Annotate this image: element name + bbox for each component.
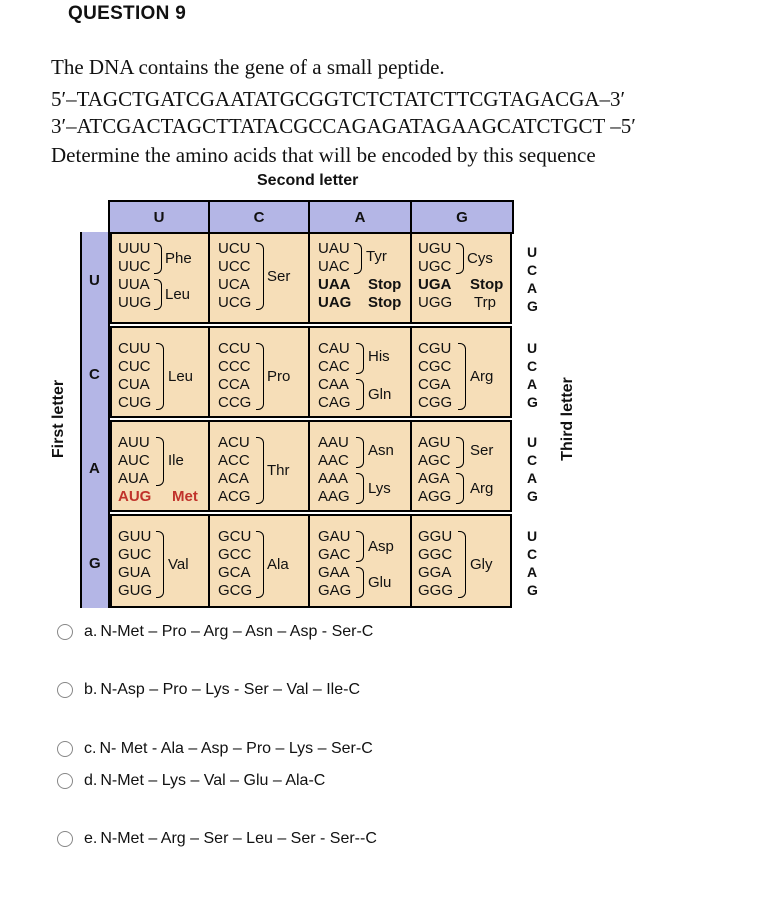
option-text: N- Met - Ala – Asp – Pro – Lys – Ser-C <box>99 740 373 757</box>
codon: AUC <box>118 452 150 469</box>
row-header-g: G <box>89 555 101 572</box>
third-letter: C <box>527 262 538 278</box>
option-b[interactable] <box>57 681 360 699</box>
brace <box>456 437 464 468</box>
codon: UGC <box>418 258 452 275</box>
second-letter-label: Second letter <box>257 172 359 189</box>
brace <box>256 243 264 310</box>
row-header-u: U <box>89 272 100 289</box>
dna-strand-5-3: 5′–TAGCTGATCGAATATGCGGTCTCTATCTTCGTAGACGA–3′ <box>51 87 626 111</box>
amino-acid: Glu <box>368 574 392 591</box>
codon: CAG <box>318 394 351 411</box>
amino-acid: Lys <box>368 480 391 497</box>
third-letter: A <box>527 564 538 580</box>
third-letter: A <box>527 280 538 296</box>
amino-acid: Ser <box>470 442 494 459</box>
option-a[interactable] <box>57 623 373 641</box>
third-letter: U <box>527 434 538 450</box>
cell-au <box>110 420 210 512</box>
cell-ug <box>410 232 512 324</box>
codon: UUG <box>118 294 152 311</box>
codon: UAG <box>318 294 352 311</box>
cell-gg <box>410 514 512 608</box>
cell-cc <box>208 326 310 418</box>
amino-acid: Thr <box>267 462 290 479</box>
brace <box>354 243 362 274</box>
row-header-a: A <box>89 460 100 477</box>
cell-ca <box>308 326 412 418</box>
brace <box>156 531 164 598</box>
brace <box>356 567 364 598</box>
brace <box>456 243 464 274</box>
codon: CUA <box>118 376 150 393</box>
codon: AUA <box>118 470 149 487</box>
amino-acid: Cys <box>467 250 493 267</box>
brace <box>458 531 466 598</box>
codon: ACG <box>218 488 251 505</box>
cell-ac <box>208 420 310 512</box>
codon: UUU <box>118 240 151 257</box>
amino-acid: Ala <box>267 556 289 573</box>
column-header-row <box>108 200 514 234</box>
option-letter: e. <box>84 830 98 847</box>
brace <box>256 531 264 598</box>
codon: CGA <box>418 376 451 393</box>
third-letter: U <box>527 340 538 356</box>
brace <box>256 437 264 504</box>
option-text: N-Asp – Pro – Lys - Ser – Val – Ile-C <box>100 681 360 698</box>
third-letter-label: Third letter <box>558 377 576 461</box>
start-amino-acid: Met <box>172 488 198 505</box>
third-letter: U <box>527 244 538 260</box>
cell-cu <box>110 326 210 418</box>
brace <box>156 343 164 410</box>
codon: UUC <box>118 258 151 275</box>
cell-cg <box>410 326 512 418</box>
brace <box>356 473 364 504</box>
amino-acid: Ser <box>267 268 291 285</box>
codon: UGU <box>418 240 452 257</box>
amino-acid: Ile <box>168 452 184 469</box>
cell-gu <box>110 514 210 608</box>
codon: CGU <box>418 340 452 357</box>
option-letter: d. <box>84 772 98 789</box>
codon: AAU <box>318 434 349 451</box>
brace <box>356 379 364 410</box>
amino-acid: Leu <box>168 368 194 385</box>
codon: CCA <box>218 376 250 393</box>
amino-acid: Pro <box>267 368 291 385</box>
codon: UCU <box>218 240 251 257</box>
codon: GAA <box>318 564 350 581</box>
third-letter: C <box>527 358 538 374</box>
codon: GUG <box>118 582 153 599</box>
codon: GAU <box>318 528 351 545</box>
stop-label: Stop <box>470 276 504 293</box>
third-letter: A <box>527 376 538 392</box>
question-prompt: Determine the amino acids that will be encoded by this sequence <box>51 143 596 167</box>
brace <box>156 437 164 486</box>
cell-uu <box>110 232 210 324</box>
option-letter: c. <box>84 740 97 757</box>
codon: UCA <box>218 276 250 293</box>
option-e[interactable] <box>57 830 377 848</box>
codon: UGG <box>418 294 453 311</box>
option-text: N-Met – Pro – Arg – Asn – Asp - Ser-C <box>100 623 374 640</box>
brace <box>154 279 162 310</box>
col-header-c: C <box>210 202 310 232</box>
codon: ACU <box>218 434 250 451</box>
third-letter: C <box>527 546 538 562</box>
cell-ag <box>410 420 512 512</box>
codon: CUU <box>118 340 151 357</box>
codon: CCC <box>218 358 251 375</box>
codon: CCG <box>218 394 252 411</box>
radio-button[interactable] <box>57 624 73 640</box>
codon: GCA <box>218 564 251 581</box>
amino-acid: Val <box>168 556 189 573</box>
codon: AGG <box>418 488 452 505</box>
codon: GAC <box>318 546 351 563</box>
cell-gc <box>208 514 310 608</box>
question-intro: The DNA contains the gene of a small peptide. <box>51 55 445 79</box>
codon: CAC <box>318 358 350 375</box>
third-letter: C <box>527 452 538 468</box>
brace <box>256 343 264 410</box>
codon: UCG <box>218 294 252 311</box>
option-text: N-Met – Arg – Ser – Leu – Ser - Ser--C <box>100 830 377 847</box>
brace <box>154 243 162 274</box>
cell-ua <box>308 232 412 324</box>
third-letter: U <box>527 528 538 544</box>
codon: ACC <box>218 452 250 469</box>
amino-acid: Gly <box>470 556 493 573</box>
codon: AAG <box>318 488 350 505</box>
codon: GUU <box>118 528 152 545</box>
option-text: N-Met – Lys – Val – Glu – Ala-C <box>100 772 326 789</box>
codon: CGC <box>418 358 452 375</box>
amino-acid: Arg <box>470 480 494 497</box>
codon: AGA <box>418 470 450 487</box>
first-letter-label: First letter <box>50 379 68 459</box>
codon: CGG <box>418 394 453 411</box>
codon: GGC <box>418 546 453 563</box>
option-c[interactable] <box>57 740 373 758</box>
codon: GAG <box>318 582 352 599</box>
brace <box>456 473 464 504</box>
codon: UAA <box>318 276 351 293</box>
amino-acid: Asn <box>368 442 394 459</box>
codon: UAU <box>318 240 350 257</box>
codon: AUU <box>118 434 150 451</box>
amino-acid: Trp <box>474 294 496 311</box>
codon: CUG <box>118 394 152 411</box>
radio-button[interactable] <box>57 831 73 847</box>
radio-button[interactable] <box>57 773 73 789</box>
start-codon: AUG <box>118 488 152 505</box>
brace <box>356 343 364 374</box>
cell-ga <box>308 514 412 608</box>
third-letter: G <box>527 582 538 598</box>
amino-acid: Phe <box>165 250 192 267</box>
codon: GGG <box>418 582 454 599</box>
codon: GCG <box>218 582 253 599</box>
codon: CAU <box>318 340 350 357</box>
brace <box>356 437 364 468</box>
codon: CAA <box>318 376 349 393</box>
codon: GGU <box>418 528 453 545</box>
amino-acid: His <box>368 348 390 365</box>
cell-aa <box>308 420 412 512</box>
stop-label: Stop <box>368 294 402 311</box>
col-header-g: G <box>456 208 468 226</box>
codon: UGA <box>418 276 452 293</box>
option-letter: a. <box>84 623 98 640</box>
codon: CUC <box>118 358 151 375</box>
codon: CCU <box>218 340 251 357</box>
codon: GCU <box>218 528 252 545</box>
codon: GUA <box>118 564 151 581</box>
third-letter: A <box>527 470 538 486</box>
row-header-c: C <box>89 366 100 383</box>
third-letter: G <box>527 298 538 314</box>
col-header-u: U <box>110 202 210 232</box>
codon: GUC <box>118 546 152 563</box>
radio-button[interactable] <box>57 741 73 757</box>
amino-acid: Leu <box>165 286 191 303</box>
option-d[interactable] <box>57 772 325 790</box>
amino-acid: Gln <box>368 386 392 403</box>
dna-strand-3-5: 3′–ATCGACTAGCTTATACGCCAGAGATAGAAGCATCTGCT –5′ <box>51 114 636 138</box>
amino-acid: Arg <box>470 368 494 385</box>
codon: GGA <box>418 564 452 581</box>
codon: UUA <box>118 276 150 293</box>
codon: UAC <box>318 258 350 275</box>
third-letter: G <box>527 488 538 504</box>
stop-label: Stop <box>368 276 402 293</box>
radio-button[interactable] <box>57 682 73 698</box>
brace <box>356 531 364 562</box>
col-header-a: A <box>310 202 412 232</box>
codon: GCC <box>218 546 252 563</box>
option-letter: b. <box>84 681 98 698</box>
third-letter: G <box>527 394 538 410</box>
codon: AGU <box>418 434 451 451</box>
question-title: QUESTION 9 <box>68 3 187 24</box>
cell-uc <box>208 232 310 324</box>
amino-acid: Tyr <box>366 248 387 265</box>
codon: ACA <box>218 470 249 487</box>
codon: UCC <box>218 258 251 275</box>
amino-acid: Asp <box>368 538 394 555</box>
codon: AGC <box>418 452 451 469</box>
codon: AAC <box>318 452 349 469</box>
codon: AAA <box>318 470 349 487</box>
brace <box>458 343 466 410</box>
